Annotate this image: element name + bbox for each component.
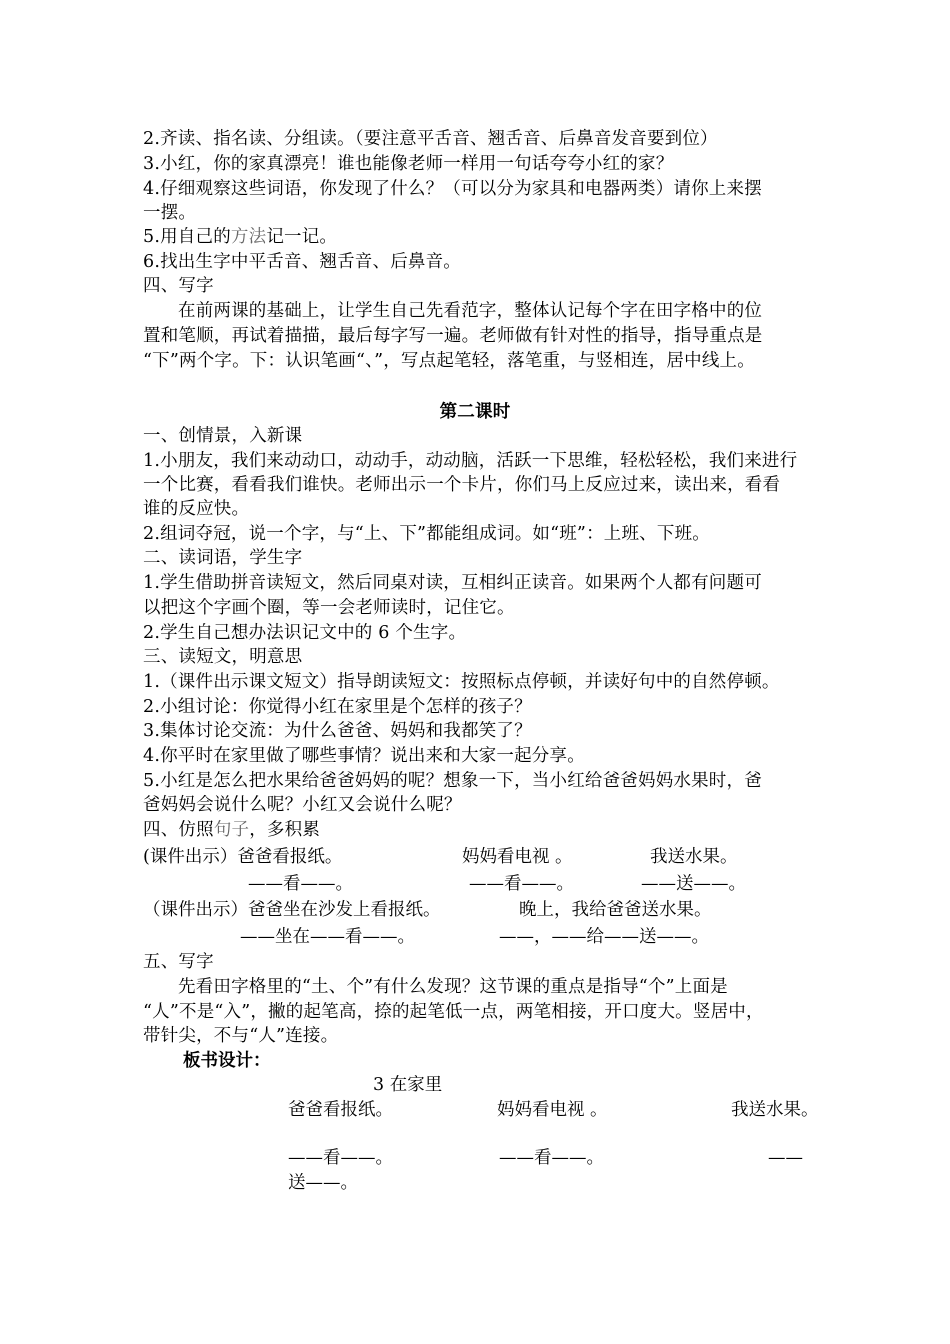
section-heading: 四、写字 [143,276,214,296]
example-pattern: ——，——给——送——。 [499,927,709,947]
text-line: 4.仔细观察这些词语，你发现了什么？（可以分为家具和电器两类）请你上来摆 [143,179,762,199]
text-line: 以把这个字画个圈，等一会老师读时，记住它。 [143,598,515,618]
section-heading: 四、仿照句子，多积累 [143,820,321,840]
text-line: 6.找出生字中平舌音、翘舌音、后鼻音。 [143,252,461,272]
highlight-text: 句子 [213,820,250,840]
text-line: 2.学生自己想办法识记文中的 6 个生字。 [143,623,467,643]
example-sentence: (课件出示）爸爸看报纸。 [143,847,343,867]
board-pattern: —— [768,1148,803,1168]
text-line: 4.你平时在家里做了哪些事情？说出来和大家一起分享。 [143,746,585,766]
text-line: 3.小红，你的家真漂亮！谁也能像老师一样用一句话夸夸小红的家？ [143,154,674,174]
text-line: 一摆。 [143,203,197,223]
paragraph-line: “下”两个字。下：认识笔画“、”，写点起笔轻，落笔重，与竖相连，居中线上。 [143,351,755,371]
board-sentence: 我送水果。 [731,1100,819,1120]
board-title: 3 在家里 [373,1075,443,1095]
board-pattern: 送——。 [288,1173,358,1193]
example-sentence: 晚上，我给爸爸送水果。 [519,900,712,920]
text-line: 5.用自己的方法记一记。 [143,227,338,247]
text-line: 5.小红是怎么把水果给爸爸妈妈的呢？想象一下，当小红给爸爸妈妈水果时，爸 [143,771,762,791]
paragraph-line: 带针尖，不与“人”连接。 [143,1026,339,1046]
section-heading: 五、写字 [143,952,214,972]
text-line: 3.集体讨论交流：为什么爸爸、妈妈和我都笑了？ [143,721,532,741]
text-line: 一个比赛，看看我们谁快。老师出示一个卡片，你们马上反应过来，读出来，看看 [143,475,781,495]
example-pattern: ——坐在——看——。 [240,927,415,947]
section-heading: 二、读词语，学生字 [143,548,303,568]
example-sentence: （课件出示）爸爸坐在沙发上看报纸。 [143,900,441,920]
example-sentence: 妈妈看电视 。 [462,847,573,867]
text-line: 谁的反应快。 [143,499,250,519]
paragraph-line: 先看田字格里的“土、个”有什么发现？这节课的重点是指导“个”上面是 [178,977,728,997]
paragraph-line: 在前两课的基础上，让学生自己先看范字，整体认记每个字在田字格中的位 [178,301,763,321]
board-pattern: ——看——。 [499,1148,604,1168]
paragraph-line: 置和笔顺，再试着描描，最后每字写一遍。老师做有针对性的指导，指导重点是 [143,326,763,346]
example-sentence: 我送水果。 [650,847,738,867]
lesson-title: 第二课时 [439,402,511,422]
text-line: 1.小朋友，我们来动动口，动动手，动动脑，活跃一下思维，轻松轻松，我们来进行 [143,451,798,471]
text-line: 1.（课件出示课文短文）指导朗读短文：按照标点停顿，并读好句中的自然停顿。 [143,672,780,692]
board-sentence: 爸爸看报纸。 [288,1100,393,1120]
section-heading: 三、读短文，明意思 [143,647,303,667]
text-line: 1.学生借助拼音读短文，然后同桌对读，互相纠正读音。如果两个人都有问题可 [143,573,762,593]
text-line: 爸妈妈会说什么呢？小红又会说什么呢？ [143,795,462,815]
highlight-text: 方法 [230,227,267,247]
example-pattern: ——看——。 [248,874,353,894]
example-pattern: ——送——。 [641,874,746,894]
text-line: 2.齐读、指名读、分组读。（要注意平舌音、翘舌音、后鼻音发音要到位） [143,129,718,149]
board-sentence: 妈妈看电视 。 [497,1100,608,1120]
text-line: 2.小组讨论：你觉得小红在家里是个怎样的孩子？ [143,697,532,717]
section-heading: 一、创情景，入新课 [143,426,303,446]
paragraph-line: “人”不是“入”，撇的起笔高，捺的起笔低一点，两笔相接，开口度大。竖居中， [143,1002,764,1022]
text-line: 2.组词夺冠，说一个字，与“上、下”都能组成词。如“班”：上班、下班。 [143,524,710,544]
board-design-label: 板书设计： [183,1051,271,1071]
example-pattern: ——看——。 [469,874,574,894]
board-pattern: ——看——。 [288,1148,393,1168]
